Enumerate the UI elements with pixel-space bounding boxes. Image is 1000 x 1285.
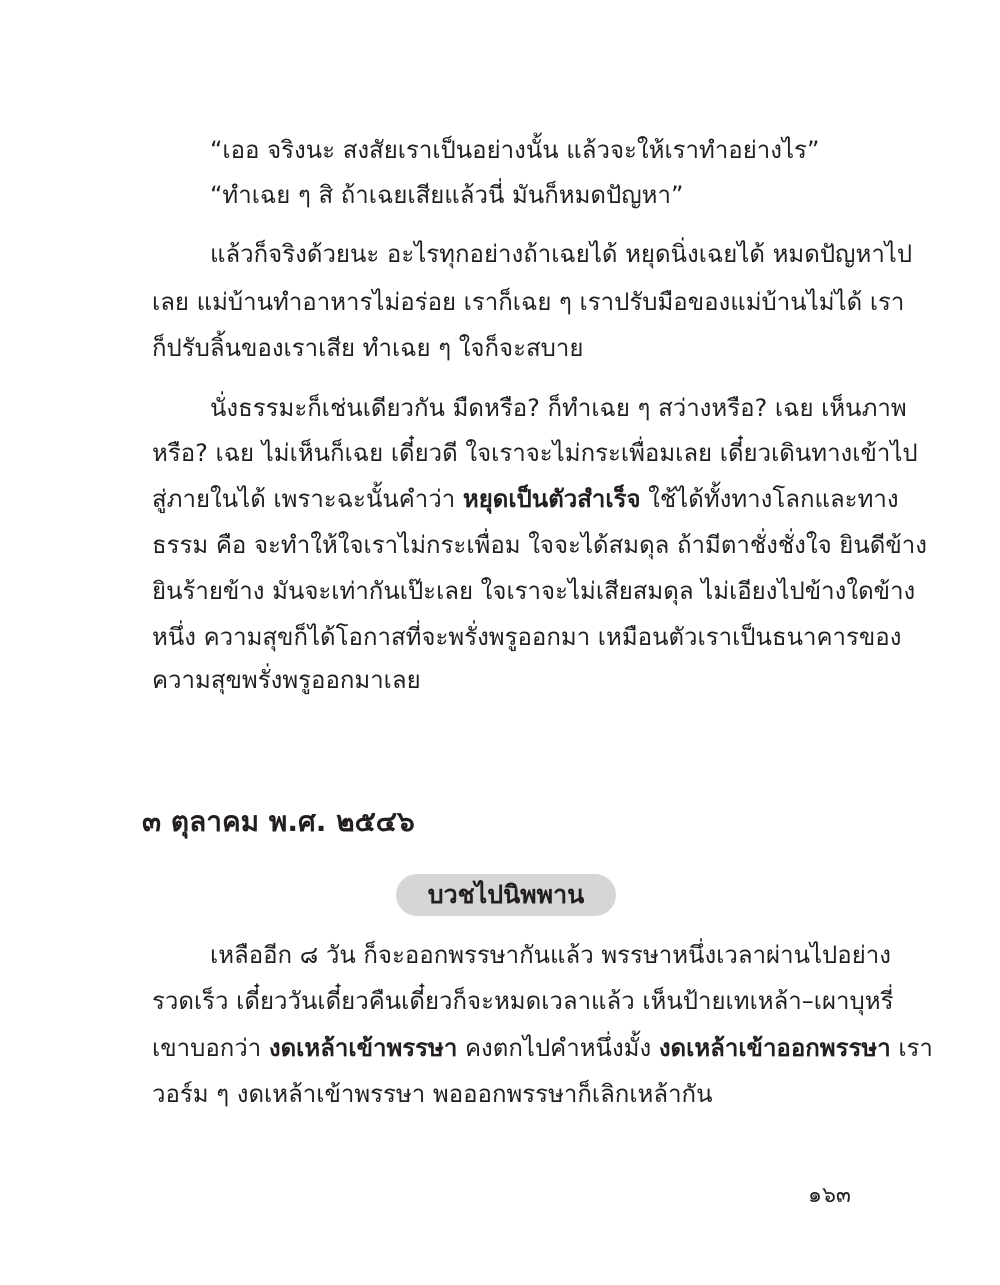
emphasis-stop-is-success: หยุดเป็นตัวสำเร็จ [462,485,641,513]
paragraph-2-line-7: ความสุขพรั่งพรูออกมาเลย [152,666,421,694]
paragraph-2-line-3-text-a: สู่ภายในได้ เพราะฉะนั้นคำว่า [152,485,463,513]
paragraph-3-line-3-text-b: คงตกไปคำหนึ่งมั้ง [457,1034,659,1062]
emphasis-no-alcohol-lent: งดเหล้าเข้าพรรษา [268,1034,458,1062]
paragraph-2-line-5: ยินร้ายข้าง มันจะเท่ากันเป๊ะเลย ใจเราจะไม่เสียสมดุล ไม่เอียงไปข้างใดข้าง [152,577,916,605]
paragraph-1-line-3: ก็ปรับลิ้นของเราเสีย ทำเฉย ๆ ใจก็จะสบาย [152,334,584,362]
paragraph-1-line-2: เลย แม่บ้านทำอาหารไม่อร่อย เราก็เฉย ๆ เราปรับมือของแม่บ้านไม่ได้ เรา [152,288,905,316]
paragraph-3-line-4: วอร์ม ๆ งดเหล้าเข้าพรรษา พอออกพรรษาก็เลิกเหล้ากัน [152,1080,713,1108]
paragraph-2-line-4: ธรรม คือ จะทำให้ใจเราไม่กระเพื่อม ใจจะได้สมดุล ถ้ามีตาชั่งชั่งใจ ยินดีข้าง [152,531,927,559]
paragraph-2-line-3-text-b: ใช้ได้ทั้งทางโลกและทาง [640,485,899,513]
paragraph-2-line-2: หรือ? เฉย ไม่เห็นก็เฉย เดี๋ยวดี ใจเราจะไม่กระเพื่อมเลย เดี๋ยวเดินทางเข้าไป [152,439,918,467]
paragraph-3-line-3 [152,1030,933,1066]
paragraph-2-line-1: นั่งธรรมะก็เช่นเดียวกัน มืดหรือ? ก็ทำเฉย ๆ สว่างหรือ? เฉย เห็นภาพ [210,394,907,422]
paragraph-2-line-6: หนึ่ง ความสุขก็ได้โอกาสที่จะพรั่งพรูออกมา เหมือนตัวเราเป็นธนาคารของ [152,623,902,651]
paragraph-3-line-2: รวดเร็ว เดี๋ยววันเดี๋ยวคืนเดี๋ยวก็จะหมดเวลาแล้ว เห็นป้ายเทเหล้า–เผาบุหรี่ [152,987,894,1015]
paragraph-3-line-1: เหลืออีก ๘ วัน ก็จะออกพรรษากันแล้ว พรรษาหนึ่งเวลาผ่านไปอย่าง [210,941,891,969]
paragraph-2-line-3 [152,481,899,517]
dialogue-line-1: “เออ จริงนะ สงสัยเราเป็นอย่างนั้น แล้วจะให้เราทำอย่างไร” [210,136,820,164]
section-title-badge: บวชไปนิพพาน [396,874,616,916]
paragraph-3-line-3-text-c: เรา [890,1034,933,1062]
emphasis-no-alcohol-in-out-lent: งดเหล้าเข้าออกพรรษา [658,1034,891,1062]
paragraph-3-line-3-text-a: เขาบอกว่า [152,1034,269,1062]
dialogue-line-2: “ทำเฉย ๆ สิ ถ้าเฉยเสียแล้วนี่ มันก็หมดปัญหา” [210,181,684,209]
date-heading: ๓ ตุลาคม พ.ศ. ๒๕๔๖ [142,805,415,838]
page-number: ๑๖๓ [808,1183,851,1208]
paragraph-1-line-1: แล้วก็จริงด้วยนะ อะไรทุกอย่างถ้าเฉยได้ หยุดนิ่งเฉยได้ หมดปัญหาไป [210,240,913,268]
